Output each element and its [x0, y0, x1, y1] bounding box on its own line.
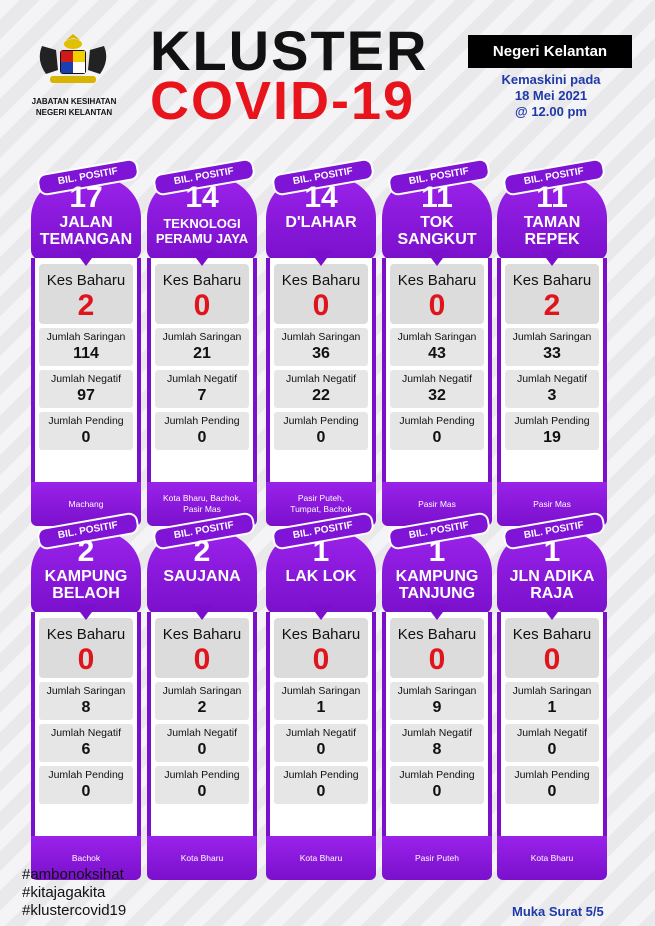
positive-count: 1: [428, 535, 446, 568]
card-notch: [540, 604, 564, 620]
negative-box: [505, 370, 599, 408]
card-body: [31, 612, 141, 840]
cluster-name: SAUJANA: [163, 568, 241, 585]
screening-box: [390, 682, 484, 720]
positive-badge: BIL. POSITIF: [152, 157, 256, 196]
card-notch: [74, 604, 98, 620]
new-cases-label: Kes Baharu: [397, 272, 477, 289]
positive-badge: BIL. POSITIF: [271, 157, 375, 196]
location-label: Kota Bharu, Bachok, Pasir Mas: [147, 482, 257, 526]
new-cases-label: Kes Baharu: [46, 626, 126, 643]
screening-box: [39, 328, 133, 366]
card-notch: [425, 250, 449, 266]
negative-value: 3: [547, 387, 557, 404]
cluster-card: [147, 156, 257, 528]
screening-label: Jumlah Saringan: [162, 685, 242, 697]
negative-box: [274, 370, 368, 408]
new-cases-box: [39, 618, 133, 678]
negative-box: [39, 370, 133, 408]
screening-box: [505, 328, 599, 366]
new-cases-value: 2: [543, 289, 561, 322]
card-body: [497, 612, 607, 840]
screening-label: Jumlah Saringan: [281, 331, 361, 343]
new-cases-value: 0: [312, 643, 330, 676]
screening-box: [155, 682, 249, 720]
new-cases-value: 0: [312, 289, 330, 322]
new-cases-value: 0: [77, 643, 95, 676]
new-cases-label: Kes Baharu: [512, 626, 592, 643]
negative-box: [274, 724, 368, 762]
positive-count: 11: [536, 181, 568, 214]
new-cases-label: Kes Baharu: [281, 626, 361, 643]
positive-badge: BIL. POSITIF: [271, 511, 375, 550]
negative-label: Jumlah Negatif: [401, 373, 473, 385]
updated-info: [478, 72, 624, 120]
card-notch: [190, 604, 214, 620]
cluster-card: [382, 156, 492, 528]
screening-value: 114: [73, 345, 99, 362]
negative-label: Jumlah Negatif: [166, 373, 238, 385]
negative-label: Jumlah Negatif: [516, 727, 588, 739]
pending-label: Jumlah Pending: [399, 769, 475, 781]
screening-value: 33: [543, 345, 561, 362]
positive-count: 2: [77, 535, 95, 568]
location-label: Machang: [31, 482, 141, 526]
screening-label: Jumlah Saringan: [46, 685, 126, 697]
card-body: [382, 612, 492, 840]
card-body: [266, 258, 376, 486]
new-cases-box: [505, 618, 599, 678]
negative-label: Jumlah Negatif: [516, 373, 588, 385]
card-notch: [540, 250, 564, 266]
negative-value: 8: [432, 741, 442, 758]
positive-count: 2: [193, 535, 211, 568]
screening-value: 21: [193, 345, 211, 362]
negative-label: Jumlah Negatif: [166, 727, 238, 739]
positive-badge: BIL. POSITIF: [502, 157, 606, 196]
positive-count: 14: [185, 181, 219, 214]
positive-count: 17: [69, 181, 103, 214]
new-cases-label: Kes Baharu: [512, 272, 592, 289]
screening-value: 9: [432, 699, 442, 716]
positive-badge: BIL. POSITIF: [152, 511, 256, 550]
updated-line1: Kemaskini pada: [501, 72, 601, 87]
screening-label: Jumlah Saringan: [397, 685, 477, 697]
negative-label: Jumlah Negatif: [50, 727, 122, 739]
negative-box: [390, 724, 484, 762]
department-name: [10, 96, 138, 118]
cluster-name: KAMPUNG BELAOH: [44, 568, 128, 602]
location-label: Kota Bharu: [497, 836, 607, 880]
new-cases-value: 0: [428, 643, 446, 676]
pending-value: 0: [432, 783, 442, 800]
card-body: [266, 612, 376, 840]
new-cases-box: [505, 264, 599, 324]
pending-label: Jumlah Pending: [399, 415, 475, 427]
location-label: Kota Bharu: [266, 836, 376, 880]
pending-value: 0: [197, 783, 207, 800]
new-cases-label: Kes Baharu: [46, 272, 126, 289]
screening-value: 1: [316, 699, 326, 716]
new-cases-box: [390, 618, 484, 678]
pending-box: [505, 412, 599, 450]
card-notch: [425, 604, 449, 620]
pending-label: Jumlah Pending: [283, 769, 359, 781]
negative-box: [155, 724, 249, 762]
screening-value: 43: [428, 345, 446, 362]
pending-box: [390, 412, 484, 450]
new-cases-label: Kes Baharu: [162, 626, 242, 643]
new-cases-box: [274, 264, 368, 324]
location-label: Bachok: [31, 836, 141, 880]
pending-label: Jumlah Pending: [164, 769, 240, 781]
cluster-name: KAMPUNG TANJUNG: [395, 568, 479, 602]
new-cases-box: [155, 618, 249, 678]
card-notch: [309, 250, 333, 266]
negative-value: 7: [197, 387, 207, 404]
screening-box: [274, 682, 368, 720]
pending-box: [274, 412, 368, 450]
screening-box: [155, 328, 249, 366]
header: [0, 0, 655, 140]
new-cases-value: 0: [428, 289, 446, 322]
positive-badge: BIL. POSITIF: [36, 511, 140, 550]
negative-label: Jumlah Negatif: [50, 373, 122, 385]
screening-label: Jumlah Saringan: [281, 685, 361, 697]
pending-label: Jumlah Pending: [514, 769, 590, 781]
pending-label: Jumlah Pending: [283, 415, 359, 427]
cluster-card: [266, 510, 376, 882]
pending-label: Jumlah Pending: [164, 415, 240, 427]
cluster-card: [31, 510, 141, 882]
card-body: [382, 258, 492, 486]
coat-of-arms-logo: [30, 30, 116, 86]
pending-value: 0: [197, 429, 207, 446]
screening-box: [39, 682, 133, 720]
negative-value: 0: [547, 741, 557, 758]
negative-box: [155, 370, 249, 408]
screening-label: Jumlah Saringan: [46, 331, 126, 343]
updated-line3: @ 12.00 pm: [515, 104, 587, 119]
negative-box: [390, 370, 484, 408]
state-label: Negeri Kelantan: [468, 35, 632, 68]
cluster-card: [497, 156, 607, 528]
pending-box: [390, 766, 484, 804]
new-cases-label: Kes Baharu: [281, 272, 361, 289]
negative-label: Jumlah Negatif: [285, 727, 357, 739]
negative-box: [505, 724, 599, 762]
title-covid: COVID-19: [150, 71, 416, 131]
pending-value: 0: [81, 429, 91, 446]
location-label: Kota Bharu: [147, 836, 257, 880]
new-cases-box: [155, 264, 249, 324]
pending-box: [39, 412, 133, 450]
screening-box: [505, 682, 599, 720]
pending-label: Jumlah Pending: [48, 769, 124, 781]
positive-badge: BIL. POSITIF: [36, 157, 140, 196]
card-body: [31, 258, 141, 486]
cluster-name: JALAN TEMANGAN: [39, 214, 133, 248]
positive-badge: BIL. POSITIF: [502, 511, 606, 550]
screening-label: Jumlah Saringan: [512, 331, 592, 343]
cluster-name: LAK LOK: [285, 568, 357, 585]
updated-line2: 18 Mei 2021: [514, 88, 588, 103]
new-cases-label: Kes Baharu: [397, 626, 477, 643]
card-body: [497, 258, 607, 486]
negative-value: 32: [428, 387, 446, 404]
card-body: [147, 612, 257, 840]
positive-badge: BIL. POSITIF: [387, 511, 491, 550]
new-cases-value: 0: [193, 289, 211, 322]
cluster-card: [382, 510, 492, 882]
screening-label: Jumlah Saringan: [162, 331, 242, 343]
pending-box: [505, 766, 599, 804]
pending-box: [155, 412, 249, 450]
cluster-name: D'LAHAR: [285, 214, 357, 231]
screening-value: 36: [312, 345, 330, 362]
cluster-name: TEKNOLOGI PERAMU JAYA: [155, 216, 249, 246]
new-cases-box: [390, 264, 484, 324]
department-line2: NEGERI KELANTAN: [35, 108, 113, 117]
cluster-card: [31, 156, 141, 528]
pending-box: [39, 766, 133, 804]
negative-value: 6: [81, 741, 91, 758]
screening-value: 2: [197, 699, 207, 716]
pending-box: [155, 766, 249, 804]
pending-value: 19: [543, 429, 561, 446]
negative-box: [39, 724, 133, 762]
pending-value: 0: [316, 783, 326, 800]
pending-value: 0: [432, 429, 442, 446]
negative-label: Jumlah Negatif: [401, 727, 473, 739]
negative-value: 0: [197, 741, 207, 758]
new-cases-box: [39, 264, 133, 324]
screening-box: [390, 328, 484, 366]
pending-label: Jumlah Pending: [514, 415, 590, 427]
positive-badge: BIL. POSITIF: [387, 157, 491, 196]
negative-value: 0: [316, 741, 326, 758]
page-number: Muka Surat 5/5: [512, 904, 604, 919]
cluster-card: [147, 510, 257, 882]
pending-label: Jumlah Pending: [48, 415, 124, 427]
location-label: Pasir Puteh, Tumpat, Bachok: [266, 482, 376, 526]
new-cases-value: 0: [543, 643, 561, 676]
positive-count: 11: [421, 181, 453, 214]
screening-value: 8: [81, 699, 91, 716]
screening-label: Jumlah Saringan: [397, 331, 477, 343]
location-label: Pasir Puteh: [382, 836, 492, 880]
positive-count: 1: [312, 535, 330, 568]
positive-count: 14: [304, 181, 338, 214]
new-cases-label: Kes Baharu: [162, 272, 242, 289]
pending-value: 0: [547, 783, 557, 800]
new-cases-value: 0: [193, 643, 211, 676]
screening-box: [274, 328, 368, 366]
pending-box: [274, 766, 368, 804]
positive-count: 1: [543, 535, 561, 568]
card-notch: [74, 250, 98, 266]
cluster-card: [497, 510, 607, 882]
location-label: Pasir Mas: [497, 482, 607, 526]
new-cases-value: 2: [77, 289, 95, 322]
new-cases-box: [274, 618, 368, 678]
cluster-name: TOK SANGKUT: [397, 214, 477, 248]
screening-value: 1: [547, 699, 557, 716]
negative-value: 22: [312, 387, 330, 404]
cluster-name: TAMAN REPEK: [523, 214, 581, 248]
card-body: [147, 258, 257, 486]
location-label: Pasir Mas: [382, 482, 492, 526]
hashtags: #ambonoksihat #kitajagakita #klustercovid19: [22, 866, 127, 919]
negative-label: Jumlah Negatif: [285, 373, 357, 385]
negative-value: 97: [77, 387, 95, 404]
cluster-name: JLN ADIKA RAJA: [509, 568, 595, 602]
screening-label: Jumlah Saringan: [512, 685, 592, 697]
pending-value: 0: [316, 429, 326, 446]
department-line1: JABATAN KESIHATAN: [31, 97, 117, 106]
cluster-card: [266, 156, 376, 528]
card-notch: [190, 250, 214, 266]
title-kluster: KLUSTER: [150, 19, 429, 82]
pending-value: 0: [81, 783, 91, 800]
card-notch: [309, 604, 333, 620]
